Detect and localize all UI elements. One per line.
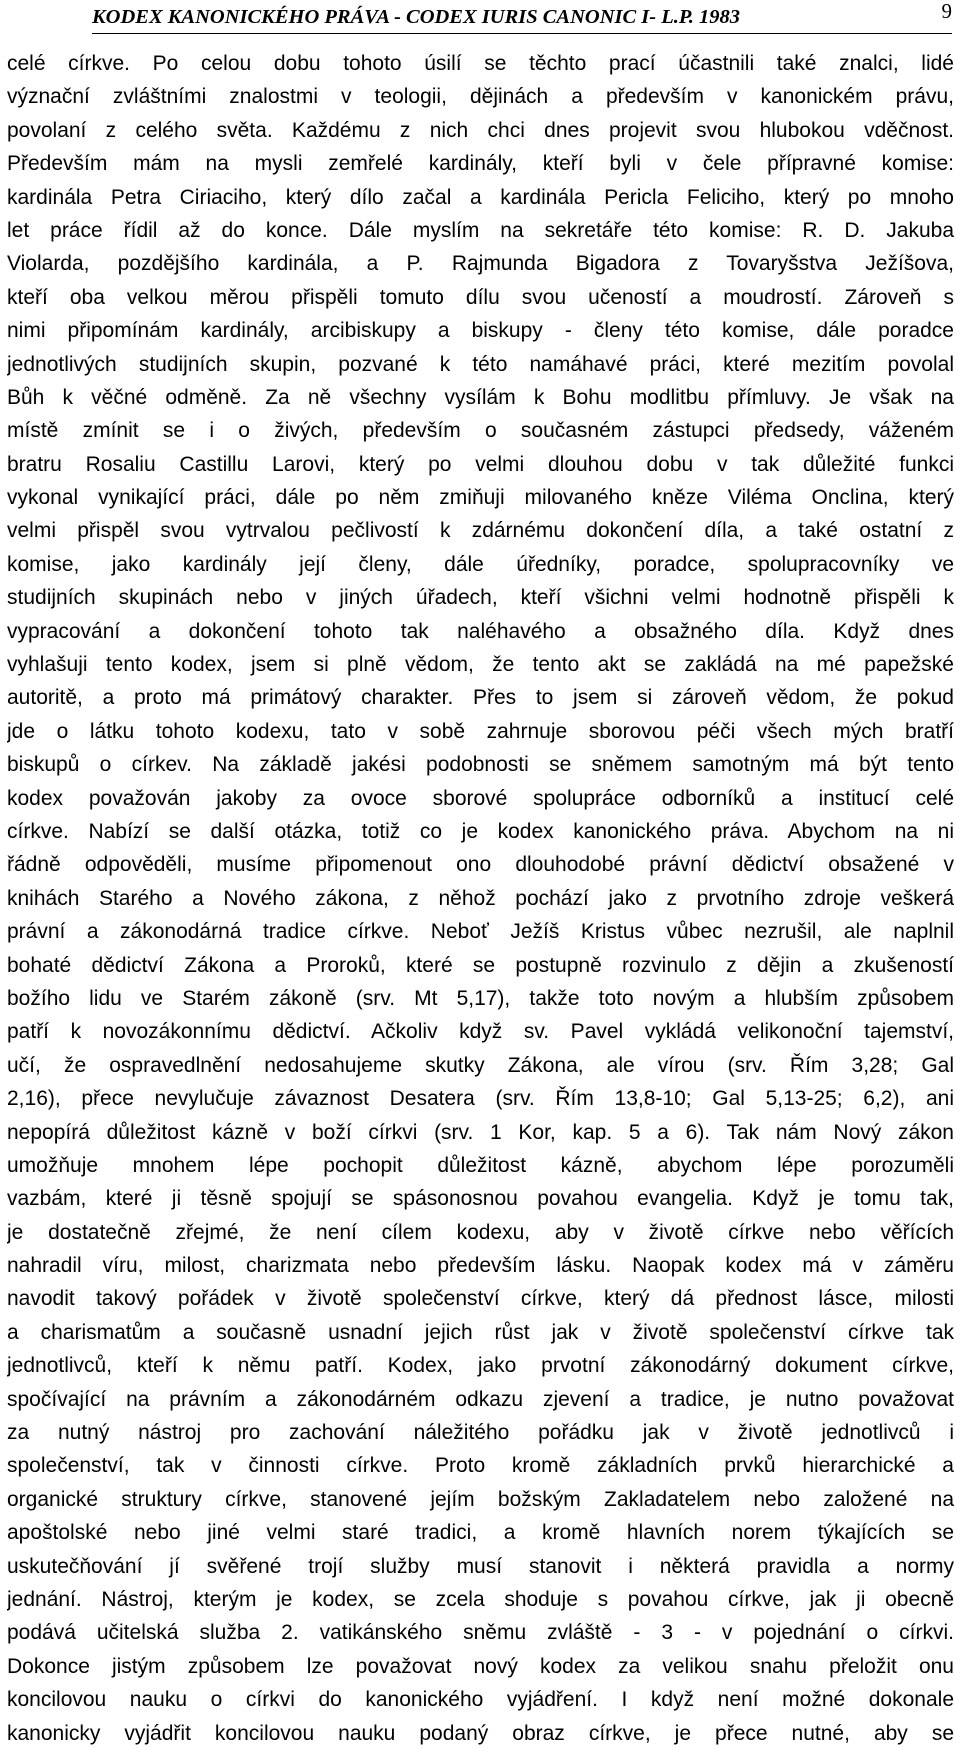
text-line: podává učitelská služba 2. vatikánského sněmu zvláště - 3 - v pojednání o církvi.	[7, 1621, 954, 1645]
text-line: spočívající na právním a zákonodárném odkazu zjevení a tradice, je nutno považovat	[7, 1387, 954, 1411]
running-header	[92, 0, 952, 34]
text-line: povolaní z celého světa. Každému z nich chci dnes projevit svou hlubokou vděčnost.	[7, 118, 954, 142]
text-line: místě zmínit se i o živých, především o současném zástupci předsedy, váženém	[7, 419, 954, 443]
text-line: 2,16), přece nevylučuje závaznost Desatera (srv. Řím 13,8-10; Gal 5,13-25; 6,2), ani	[7, 1087, 954, 1111]
text-line: uskutečňování jí svěřené trojí služby musí stanovit i některá pravidla a normy	[7, 1554, 954, 1578]
text-line: autoritě, a proto má primátový charakter. Přes to jsem si zároveň vědom, že pokud	[7, 686, 954, 710]
text-line: učí, že ospravedlnění nedosahujeme skutky Zákona, ale vírou (srv. Řím 3,28; Gal	[7, 1053, 954, 1077]
text-line: význační zvláštními znalostmi v teologii, dějinách a především v kanonickém právu,	[7, 85, 954, 109]
text-line: jde o látku tohoto kodexu, tato v sobě zahrnuje sborovou péči všech mých bratří	[7, 719, 954, 743]
text-line: je dostatečně zřejmé, že není cílem kodexu, aby v životě církve nebo věřících	[7, 1220, 954, 1244]
text-line: za nutný nástroj pro zachování náležitého pořádku jak v životě jednotlivců i	[7, 1421, 954, 1445]
text-line: vazbám, které ji těsně spojují se spásonosnou povahou evangelia. Když je tomu tak,	[7, 1187, 954, 1211]
text-line: biskupů o církev. Na základě jakési podobnosti se sněmem samotným má být tento	[7, 753, 954, 777]
text-line: celé církve. Po celou dobu tohoto úsilí se těchto prací účastnili také znalci, lidé	[7, 52, 954, 75]
text-line: nimi připomínám kardinály, arcibiskupy a biskupy - členy této komise, dále poradce	[7, 319, 954, 343]
text-line: božího lidu ve Starém zákoně (srv. Mt 5,17), takže toto novým a hlubším způsobem	[7, 986, 954, 1010]
text-line: společenství, tak v činnosti církve. Proto kromě základních prvků hierarchické a	[7, 1454, 954, 1478]
text-line: vykonal vynikající práci, dále po něm zmiňuji milovaného kněze Viléma Onclina, který	[7, 486, 954, 510]
text-line: právní a zákonodárná tradice církve. Neboť Ježíš Kristus vůbec nezrušil, ale naplnil	[7, 920, 954, 944]
text-line: nepopírá důležitost kázně v boží církvi (srv. 1 Kor, kap. 5 a 6). Tak nám Nový zákon	[7, 1120, 954, 1144]
text-line: nahradil víru, milost, charizmata nebo především lásku. Naopak kodex má v záměru	[7, 1254, 954, 1278]
text-line: kardinála Petra Ciriaciho, který dílo začal a kardinála Pericla Feliciho, který po mnoho	[7, 185, 954, 209]
text-line: jednotlivců, kteří k němu patří. Kodex, jako prvotní zákonodárný dokument církve,	[7, 1354, 954, 1378]
text-line: kodex považován jakoby za ovoce sborové spolupráce odborníků a institucí celé	[7, 786, 954, 810]
text-line: řádně odpověděli, musíme připomenout ono dlouhodobé právní dědictví obsažené v	[7, 853, 954, 877]
text-line: patří k novozákonnímu dědictví. Ačkoliv když sv. Pavel vykládá velikonoční tajemství,	[7, 1020, 954, 1044]
text-line: organické struktury církve, stanovené jejím božským Zakladatelem nebo založené na	[7, 1487, 954, 1511]
text-line: navodit takový pořádek v životě společenství církve, který dá přednost lásce, milosti	[7, 1287, 954, 1311]
text-line: vypracování a dokončení tohoto tak naléhavého a obsažného díla. Když dnes	[7, 619, 954, 643]
text-line: jednotlivých studijních skupin, pozvané k této namáhavé práci, které mezitím povolal	[7, 352, 954, 376]
page-number: 9	[941, 0, 952, 23]
text-line: umožňuje mnohem lépe pochopit důležitost kázně, abychom lépe porozuměli	[7, 1153, 954, 1177]
text-line: církve. Nabízí se další otázka, totiž co je kodex kanonického práva. Abychom na ni	[7, 819, 954, 843]
text-line: apoštolské nebo jiné velmi staré tradici, a kromě hlavních norem týkajících se	[7, 1521, 954, 1545]
text-line: bohaté dědictví Zákona a Proroků, které se postupně rozvinulo z dějin a zkušeností	[7, 953, 954, 977]
text-line: komise, jako kardinály její členy, dále úředníky, poradce, spolupracovníky ve	[7, 552, 954, 576]
text-line: koncilovou nauku o církvi do kanonického vyjádření. I když není možné dokonale	[7, 1688, 954, 1712]
text-line: kanonicky vyjádřit koncilovou nauku podaný obraz církve, je přece nutné, aby se	[7, 1721, 954, 1745]
body-paragraph	[7, 47, 954, 1750]
text-line: Dokonce jistým způsobem lze považovat nový kodex za velikou snahu přeložit onu	[7, 1654, 954, 1678]
text-line: a charismatům a současně usnadní jejich růst jak v životě společenství církve tak	[7, 1320, 954, 1344]
text-line: Především mám na mysli zemřelé kardinály, kteří byli v čele přípravné komise:	[7, 152, 954, 176]
text-line: kteří oba velkou měrou přispěli tomuto dílu svou učeností a moudrostí. Zároveň s	[7, 285, 954, 309]
text-line: let práce řídil až do konce. Dále myslím na sekretáře této komise: R. D. Jakuba	[7, 218, 954, 242]
text-line: Violarda, pozdějšího kardinála, a P. Rajmunda Bigadora z Tovaryšstva Ježíšova,	[7, 252, 954, 276]
text-line: studijních skupinách nebo v jiných úřadech, kteří všichni velmi hodnotně přispěli k	[7, 586, 954, 610]
text-line: Bůh k věčné odměně. Za ně všechny vysílám k Bohu modlitbu přímluvy. Je však na	[7, 385, 954, 409]
header-title: KODEX KANONICKÉHO PRÁVA - CODEX IURIS CANONIC I- L.P. 1983	[92, 6, 740, 28]
text-line: vyhlašuji tento kodex, jsem si plně vědom, že tento akt se zakládá na mé papežské	[7, 653, 954, 677]
text-line: velmi přispěl svou vytrvalou pečlivostí k zdárnému dokončení díla, a také ostatní z	[7, 519, 954, 543]
text-line: bratru Rosaliu Castillu Larovi, který po velmi dlouhou dobu v tak důležité funkci	[7, 452, 954, 476]
text-line: knihách Starého a Nového zákona, z něhož pochází jako z prvotního zdroje veškerá	[7, 886, 954, 910]
text-line: jednání. Nástroj, kterým je kodex, se zcela shoduje s povahou církve, jak ji obecně	[7, 1587, 954, 1611]
